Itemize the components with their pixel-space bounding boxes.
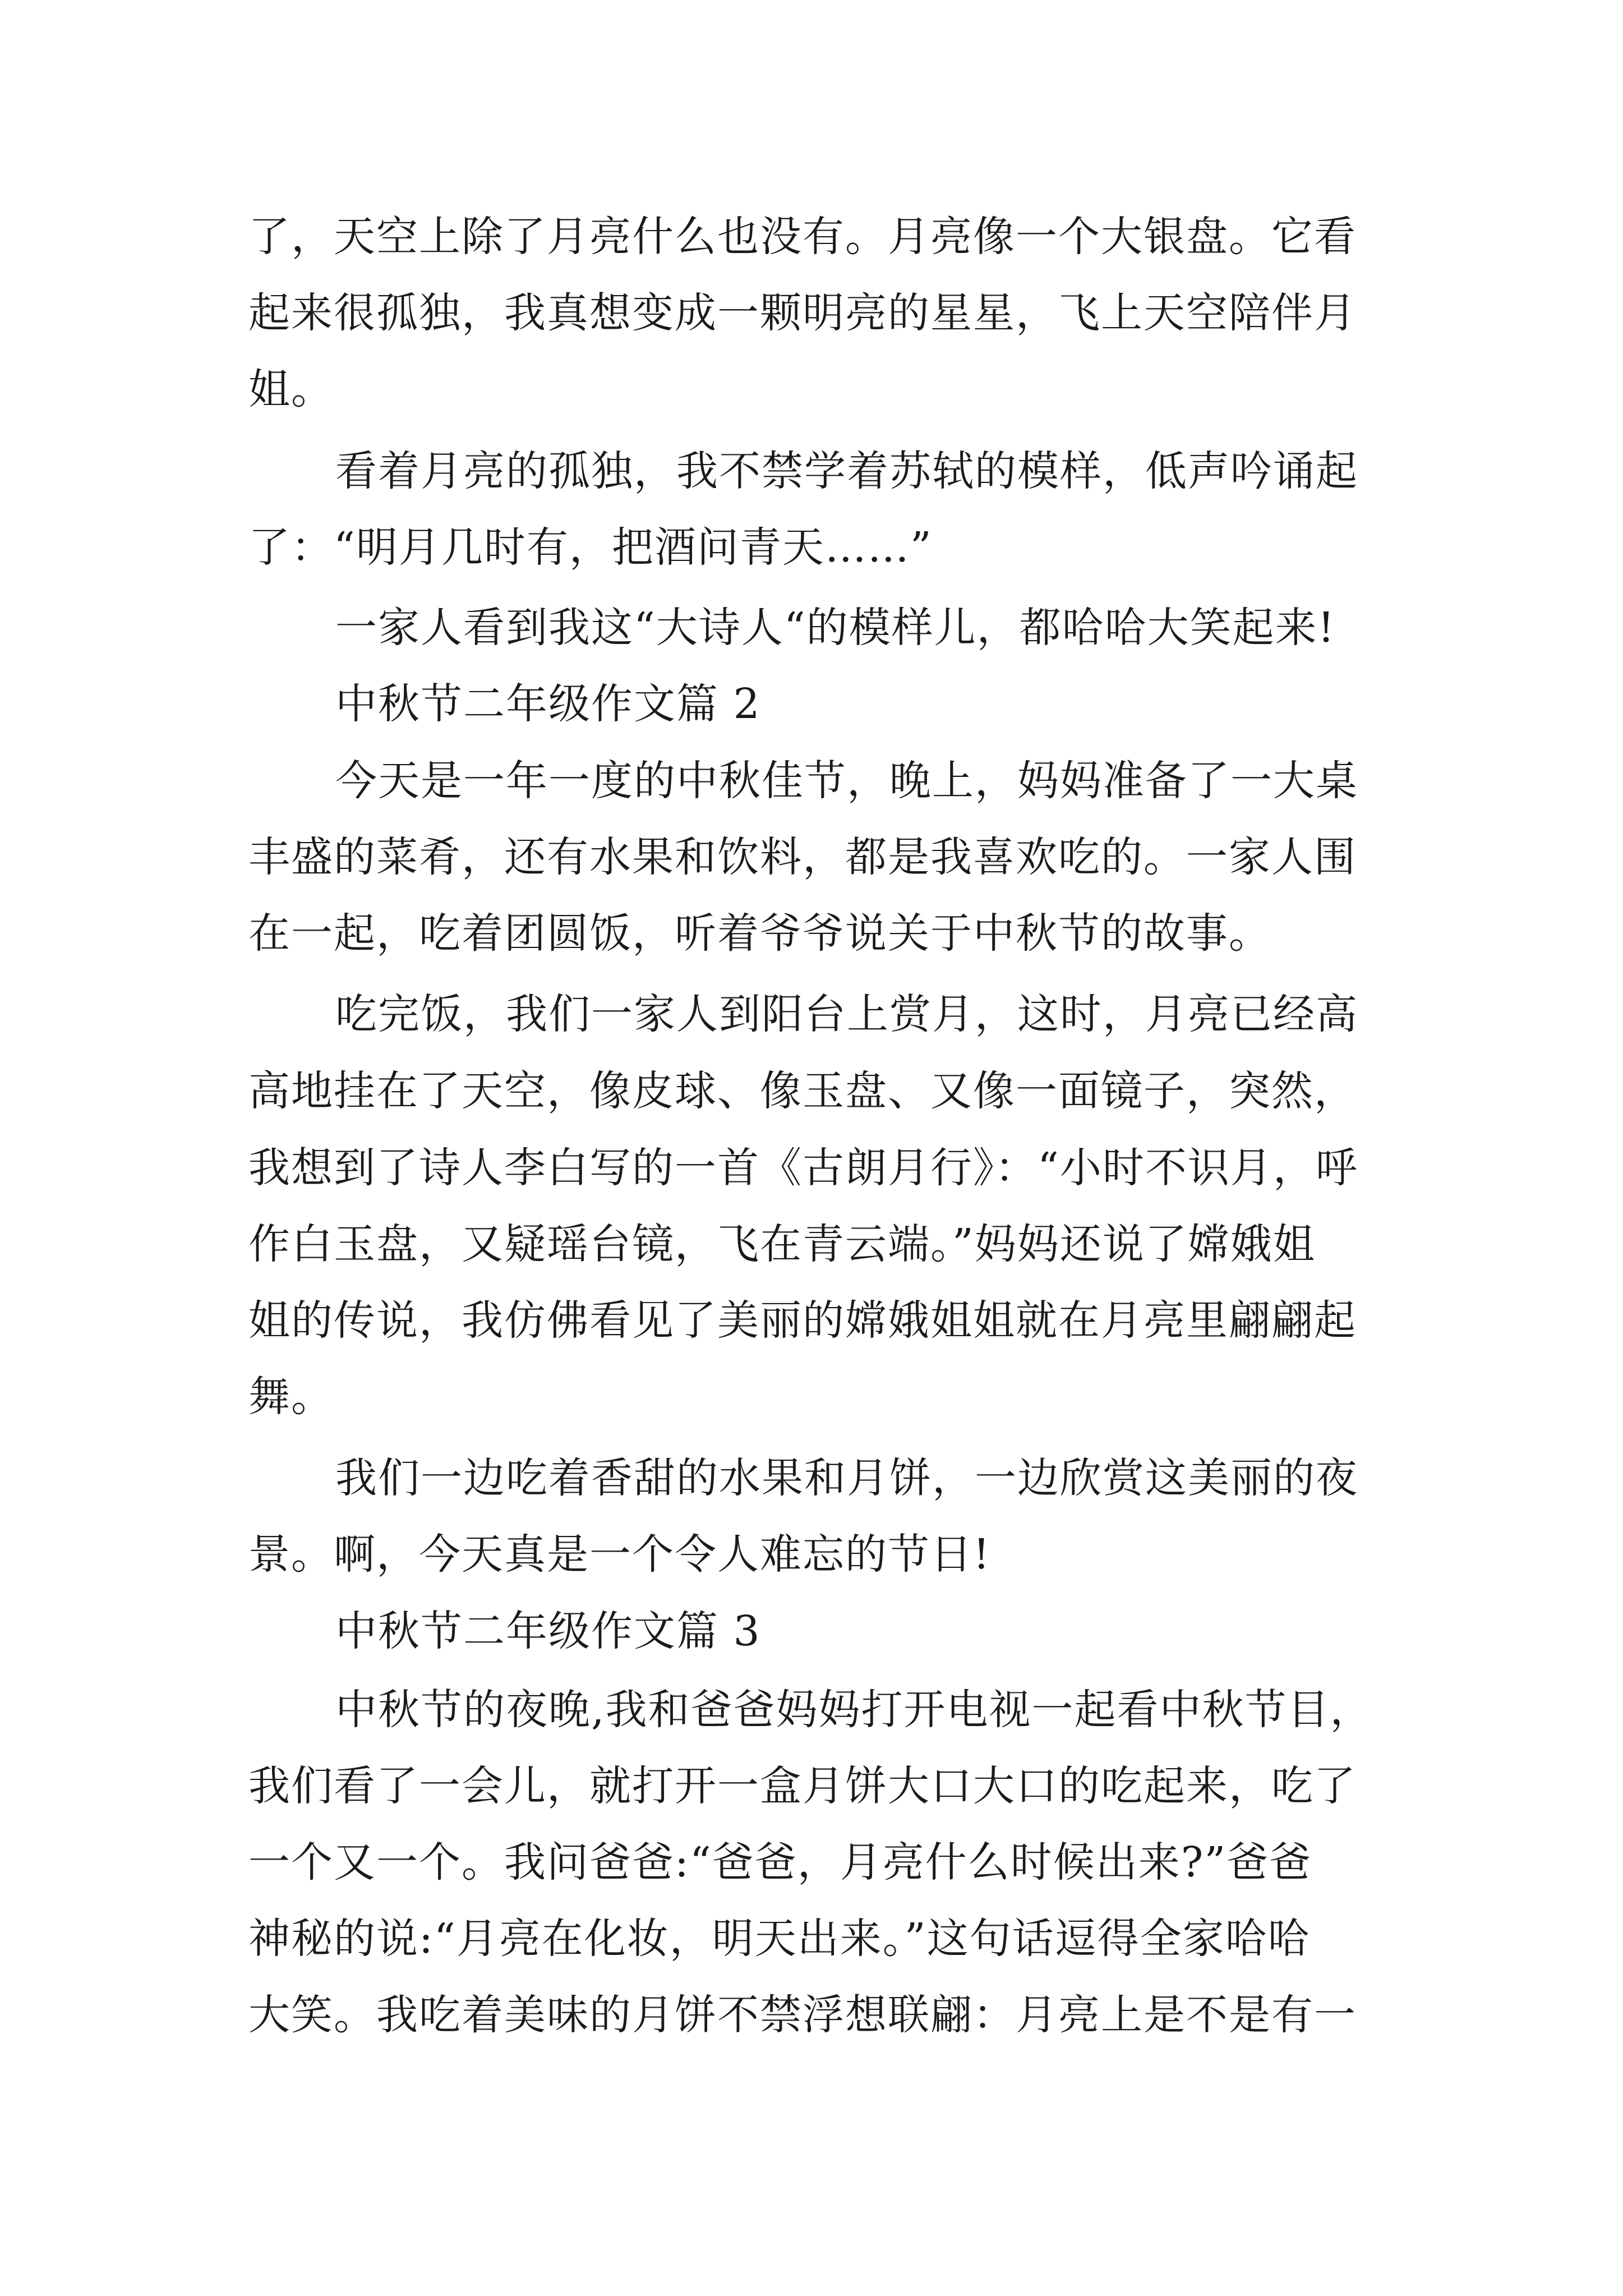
paragraph-line: 吃完饭，我们一家人到阳台上赏月，这时，月亮已经高 xyxy=(335,990,1358,1038)
paragraph-line: 大笑。我吃着美味的月饼不禁浮想联翩：月亮上是不是有一 xyxy=(248,1991,1357,2039)
paragraph-line: 了：“明月几时有，把酒问青天……” xyxy=(248,523,933,572)
paragraph-line: 今天是一年一度的中秋佳节，晚上，妈妈准备了一大桌 xyxy=(335,757,1358,805)
section-heading: 中秋节二年级作文篇 2 xyxy=(335,680,761,728)
paragraph-line: 中秋节的夜晚,我和爸爸妈妈打开电视一起看中秋节目， xyxy=(335,1686,1373,1734)
paragraph-line: 神秘的说:“月亮在化妆，明天出来。”这句话逗得全家哈哈 xyxy=(248,1915,1311,1963)
paragraph-line: 在一起，吃着团圆饭，听着爷爷说关于中秋节的故事。 xyxy=(248,909,1271,958)
paragraph-line: 姐的传说，我仿佛看见了美丽的嫦娥姐姐就在月亮里翩翩起 xyxy=(248,1296,1357,1345)
paragraph-line: 景。啊，今天真是一个令人难忘的节日! xyxy=(248,1530,991,1579)
paragraph-line: 起来很孤独，我真想变成一颗明亮的星星，飞上天空陪伴月 xyxy=(248,289,1357,337)
paragraph-line: 高地挂在了天空，像皮球、像玉盘、又像一面镜子，突然， xyxy=(248,1067,1357,1115)
paragraph-line: 一家人看到我这“大诗人“的模样儿，都哈哈大笑起来! xyxy=(335,604,1336,652)
paragraph-line: 我们看了一会儿，就打开一盒月饼大口大口的吃起来，吃了 xyxy=(248,1762,1357,1810)
paragraph-line: 舞。 xyxy=(248,1373,334,1421)
section-heading: 中秋节二年级作文篇 3 xyxy=(335,1607,761,1655)
paragraph-line: 丰盛的菜肴，还有水果和饮料，都是我喜欢吃的。一家人围 xyxy=(248,833,1357,881)
paragraph-line: 我们一边吃着香甜的水果和月饼，一边欣赏这美丽的夜 xyxy=(335,1454,1358,1502)
paragraph-line: 了，天空上除了月亮什么也没有。月亮像一个大银盘。它看 xyxy=(248,213,1357,261)
paragraph-line: 姐。 xyxy=(248,365,334,413)
paragraph-line: 作白玉盘，又疑瑶台镜，飞在青云端。”妈妈还说了嫦娥姐 xyxy=(248,1220,1316,1268)
paragraph-line: 看着月亮的孤独，我不禁学着苏轼的模样，低声吟诵起 xyxy=(335,447,1358,495)
paragraph-line: 我想到了诗人李白写的一首《古朗月行》：“小时不识月，呼 xyxy=(248,1144,1358,1192)
paragraph-line: 一个又一个。我问爸爸:“爸爸，月亮什么时候出来?”爸爸 xyxy=(248,1838,1312,1887)
